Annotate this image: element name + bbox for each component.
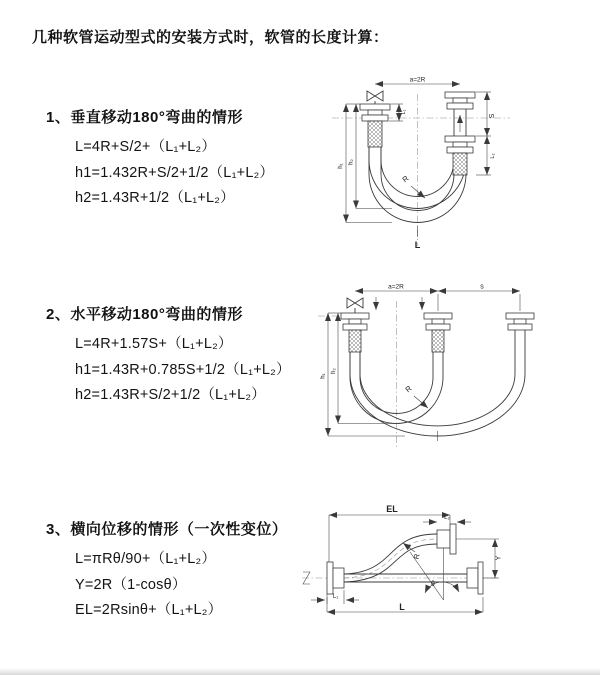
page-title: 几种软管运动型式的安装方式时，软管的长度计算：: [32, 29, 389, 46]
dim-fitting-right-label: L₂: [490, 153, 496, 159]
dim-fitting-right: [476, 136, 496, 175]
radius-callout: [403, 543, 422, 560]
formula-line: L=4R+S/2+（L₁+L₂）: [75, 139, 217, 155]
dim-span: [375, 77, 460, 85]
length-label: L: [414, 240, 421, 250]
formula-line: h2=1.43R+S/2+1/2（L₁+L₂）: [75, 387, 266, 403]
diagram-horizontal-180: [310, 281, 590, 461]
valve-icon: [347, 298, 363, 313]
dim-span-label: a=2R: [388, 283, 404, 291]
formula-line: Y=2R（1-cosθ）: [75, 576, 187, 593]
formula-line: L=4R+1.57S+（L₁+L₂）: [75, 336, 233, 352]
scan-edge: [0, 668, 600, 675]
dim-extended-length: [329, 504, 450, 562]
dim-fitting-left-label: L₁: [332, 594, 339, 600]
flange-fitting-right: [506, 313, 534, 330]
radius-callout: [404, 383, 428, 408]
flange-fitting-right-lower: [445, 136, 475, 175]
diagram-vertical-180: [310, 74, 590, 254]
section-1-heading: 1、垂直移动180°弯曲的情形: [46, 109, 243, 126]
dim-h1-label: h₁: [320, 373, 327, 379]
hose-displaced-position: [344, 534, 437, 582]
flange-right: [467, 562, 483, 594]
dim-span-label: a=2R: [409, 76, 426, 84]
radius-label: R: [400, 173, 411, 185]
dim-height-h1: [338, 104, 392, 223]
flange-fitting-middle: [424, 313, 452, 352]
formula-line: h1=1.43R+0.785S+1/2（L₁+L₂）: [75, 361, 291, 378]
formula-line: h2=1.43R+1/2（L₁+L₂）: [75, 190, 235, 206]
flange-left: [327, 562, 344, 594]
section-2-heading: 2、水平移动180°弯曲的情形: [46, 306, 243, 323]
length-label: L: [399, 602, 405, 612]
dim-fitting-left-label: L₁: [401, 109, 407, 115]
dim-stroke-S: [476, 92, 496, 136]
dim-stroke-label: S: [489, 113, 496, 119]
flange-fitting-left: [341, 313, 369, 352]
dim-h1-label: h₁: [338, 163, 344, 169]
section-3-heading: 3、横向位移的情形（一次性变位）: [46, 521, 288, 538]
dim-fitting-left: [311, 590, 359, 604]
angle-label: θ: [431, 581, 435, 588]
flange-fitting-right-upper: [445, 92, 475, 109]
section-vertical-180: [46, 106, 274, 212]
dim-span: [355, 284, 520, 312]
formula-line: h1=1.432R+S/2+1/2（L₁+L₂）: [75, 164, 275, 181]
diagram-lateral-displacement: [297, 500, 597, 650]
dim-fitting-top: [423, 515, 471, 522]
dim-fitting-left: [389, 104, 407, 121]
dim-h2-label: h₂: [331, 368, 337, 374]
dim-fitting-top-label: L₂: [444, 515, 450, 521]
radius-label: R: [403, 383, 414, 395]
formula-line: L=πRθ/90+（L₁+L₂）: [75, 551, 217, 567]
dim-stroke-label: s: [480, 283, 484, 291]
formula-line: EL=2Rsinθ+（L₁+L₂）: [75, 602, 223, 618]
dim-length: [415, 226, 421, 250]
section-lateral-displacement: [46, 518, 287, 624]
valve-icon: [367, 91, 383, 104]
section-horizontal-180: [46, 303, 291, 409]
dim-length: [327, 597, 483, 612]
extended-length-label: EL: [386, 504, 398, 514]
centerlines: [332, 94, 510, 246]
dim-h2-label: h₂: [348, 159, 355, 165]
flange-fitting-left: [360, 104, 390, 147]
position-arrows: [376, 297, 422, 310]
radius-label: R: [411, 552, 422, 561]
offset-label: Y: [495, 555, 503, 561]
flange-top-displaced: [437, 524, 456, 554]
